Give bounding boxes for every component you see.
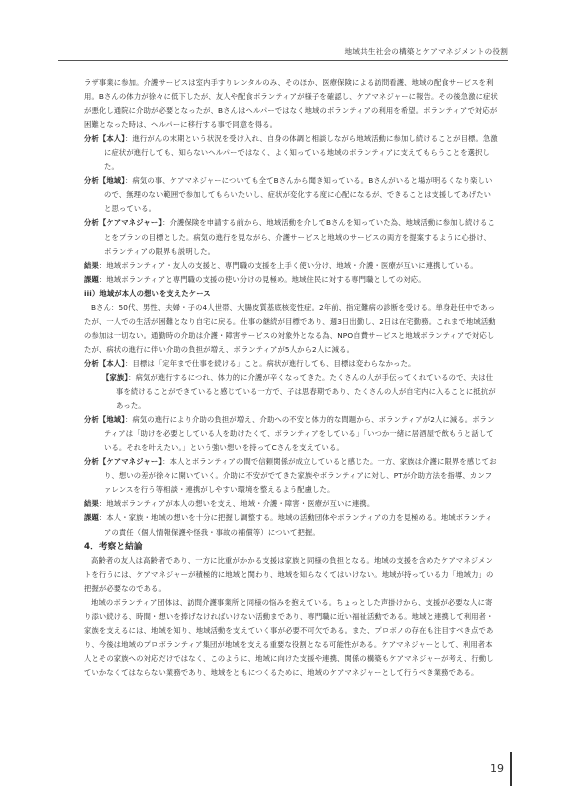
item-text: ：病気の進行により介助の負担が増え、介助への不安と体力的な問題から、ボランティアが2人に減る。ボランティアは「助けを必要としている人を助けたくて、ボランティアをしている」「いつか一緒に居酒屋で飲もうと話している。それを叶えたい。」という強い想いを持ってCさんを支えている。 [104,415,495,453]
issue-item [84,511,498,539]
item-text: ：進行がんの末期という状況を受け入れ、自身の体調と相談しながら地域活動に参加し続けることが目標。急激に症状が進行しても、知らないヘルパーではなく、よく知っている地域のボランティアに支えてもらうことを選択した。 [104,134,498,172]
analysis-item [84,174,498,216]
item-label: 【家族】 [102,372,129,382]
item-label: 分析【地域】 [84,415,126,425]
analysis-item [84,413,498,455]
item-text: ：目標は「定年まで仕事を続ける」こと。病状が進行しても、目標は変わらなかった。 [125,358,416,368]
paragraph: 地域のボランティア団体は、訪問介護事業所と同様の悩みを抱えている。ちょっとした声掛けから、支援が必要な人に寄り添い続ける、時間・想いを捧げなければいけない活動まであり、専門職に近い福祉活動である。地域と連携して利用者・家族を支えるには、地域を知り、地域活動を支えていく事が必要不可欠である。また、プロボノの存在も注目すべき点であり、今後は地域のプロボランティア集団が地域を支える重要な役割となる可能性がある。ケアマネジャーとして、利用者本人とその家族への対応だけではなく、このように、地域に向けた支援や連携、関係の構築もケアマネジャーが考え、行動していかなくてはならない業務であり、地域をともにつくるために、地域のケアマネジャーとして行うべき業務である。 [84,597,494,677]
paragraph: Bさん：50代、男性、夫婦・子の4人世帯、大腸皮質基底核変性症。2年前、指定難病の診断を受ける。単身赴任中であったが、一人での生活が困難となり自宅に戻る。仕事の継続が目標であり、週3日出勤し、2日は在宅勤務。これまで地域活動の参加は一切ない。通勤時の介助は介護・障害サービスの対象外となる為、NPO自費サービスと地域ボランティアで対応したが、病状の進行に伴い介助の負担が増え、ボランティアが5人から2人に減る。 [84,302,496,354]
section-heading: iii）地域が本人の想いを支えたケース [84,288,211,298]
item-text: ：地域ボランティアと専門職の支援の使い分けの見極め。地域住民に対する専門職としての対応。 [98,274,426,284]
analysis-item [84,216,498,258]
running-head: 地域共生社会の構築とケアマネジメントの役割 [344,47,508,56]
header-rule [58,60,508,61]
item-text: ：地域ボランティア・友人の支援と、専門職の支援を上手く使い分け、地域・介護・医療が互いに連携している。 [98,260,478,270]
analysis-item [84,357,498,371]
item-label: 分析【本人】 [84,358,126,368]
result-item [84,259,498,273]
issue-item [84,273,498,287]
analysis-item [84,132,498,174]
analysis-subitem [84,371,498,413]
item-label: 分析【本人】 [84,134,126,144]
item-text: ：介護保険を申請する前から、地域活動を介してBさんを知っていた為、地域活動に参加し続けることをプランの目標とした。病気の進行を見ながら、介護サービスと地域のサービスの両方を提案するように心掛け、ボランティアの限界も説明した。 [104,218,495,256]
item-text: ：病気の事、ケアマネジャーについても全てBさんから聞き知っている。Bさんがいると場が明るくなり楽しいので、無理のない範囲で参加してもらいたいし、症状が変化する度に心配になるが、できることは支援してあげたいと思っている。 [104,176,493,214]
item-text: ：本人・家族・地域の想いを十分に把握し調整する。地域の活動団体やボランティアの力を見極める。地域ボランティアの責任（個人情報保護や怪我・事故の補償等）について把握。 [98,513,493,537]
page-number-bar [510,752,512,786]
item-label: 分析【ケアマネジャー】 [84,218,163,228]
item-text: ：本人とボランティアの間で信頼関係が成立していると感じた。一方、家族は介護に限界を感じており、想いの差が徐々に開いていく。介助に不安がでてきた家族やボランティアに対し、PTが介助方法を指導、カンファレンスを行う等相談・連携がしやすい環境を整えるよう配慮した。 [104,457,497,495]
result-item [84,497,498,511]
item-text: ：地域ボランティアが本人の想いを支え、地域・介護・障害・医療が互いに連携。 [98,499,375,509]
item-label: 分析【地域】 [84,176,126,186]
page-body [84,76,498,680]
section-heading: 4．考察と結論 [84,541,143,552]
item-text: ：病気が進行するにつれ、体力的に介護が辛くなってきた。たくさんの人が手伝ってくれているので、夫は仕事を続けることができていると感じている一方で、子は思春期であり、たくさんの人が自宅内に入ることに抵抗があった。 [116,372,496,411]
item-label: 結果 [84,260,99,270]
paragraph: 高齢者の友人は高齢者であり、一方に比重がかかる支援は家族と同様の負担となる。地域の支援を含めたケアマネジメントを行うには、ケアマネジャーが積極的に地域と関わり、地域を知らなくてはいけない。地域が持っている力「地域力」の把握が必要なのである。 [84,555,494,593]
item-label: 結果 [84,499,99,509]
item-label: 課題 [84,274,99,284]
item-label: 分析【ケアマネジャー】 [84,457,163,467]
paragraph: ラザ事業に参加。介護サービスは室内手すりレンタルのみ、そのほか、医療保険による訪問看護、地域の配食サービスを利用。Bさんの体力が徐々に低下したが、友人や配食ボランティアが様子を確認し、ケアマネジャーに報告。その後急激に症状が悪化し通院に介助が必要となったが、Bさんはヘルパーではなく地域のボランティアの利用を希望。ボランティアで対応が困難となった時は、ヘルパーに移行する事で同意を得る。 [84,78,498,130]
item-label: 課題 [84,513,99,523]
analysis-item [84,455,498,497]
page-number: 19 [490,762,504,775]
